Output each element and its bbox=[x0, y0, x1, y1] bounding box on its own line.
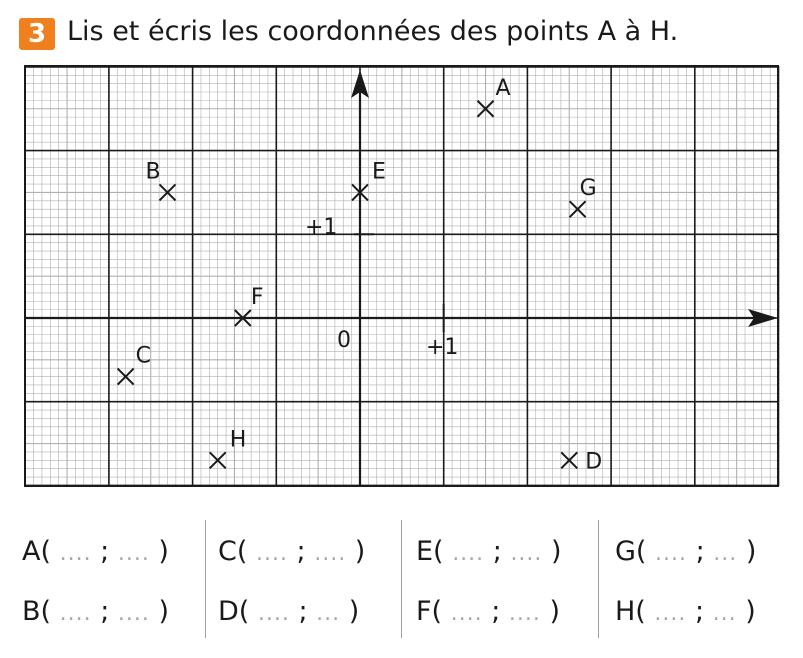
point-label: A bbox=[495, 75, 511, 101]
column-divider bbox=[598, 520, 599, 638]
point-label: B bbox=[145, 159, 161, 185]
point-d bbox=[561, 449, 602, 474]
point-label: F bbox=[250, 285, 264, 310]
y-unit-label: +1 bbox=[305, 215, 338, 240]
point-f bbox=[235, 285, 264, 326]
exercise-instruction: Lis et écris les coordonnées des points A à H. bbox=[67, 16, 679, 47]
x-unit-label: +1 bbox=[426, 335, 459, 360]
answer-g[interactable]: G( .... ; ... ) bbox=[615, 536, 757, 567]
answer-h[interactable]: H( .... ; ... ) bbox=[615, 596, 756, 627]
answer-c[interactable]: C( .... ; .... ) bbox=[218, 536, 366, 567]
point-c bbox=[118, 344, 151, 385]
point-label: G bbox=[579, 176, 597, 202]
grid-minor-lines bbox=[25, 66, 778, 486]
answer-b[interactable]: B( .... ; .... ) bbox=[22, 596, 169, 627]
exercise-number-badge: 3 bbox=[19, 18, 55, 50]
point-label: D bbox=[585, 449, 603, 475]
answer-a[interactable]: A( .... ; .... ) bbox=[22, 536, 169, 567]
origin-label: 0 bbox=[337, 328, 351, 353]
column-divider bbox=[205, 520, 206, 638]
answer-e[interactable]: E( .... ; .... ) bbox=[416, 536, 562, 567]
column-divider bbox=[401, 520, 402, 638]
point-label: E bbox=[372, 159, 386, 185]
point-b bbox=[145, 159, 175, 200]
answer-f[interactable]: F( .... ; .... ) bbox=[416, 596, 561, 627]
point-g bbox=[570, 176, 597, 217]
point-label: H bbox=[229, 427, 247, 453]
answer-table bbox=[0, 512, 803, 642]
point-e bbox=[352, 159, 386, 200]
point-h bbox=[210, 427, 247, 468]
answer-d[interactable]: D( .... ; ... ) bbox=[218, 596, 360, 627]
point-label: C bbox=[135, 343, 152, 369]
